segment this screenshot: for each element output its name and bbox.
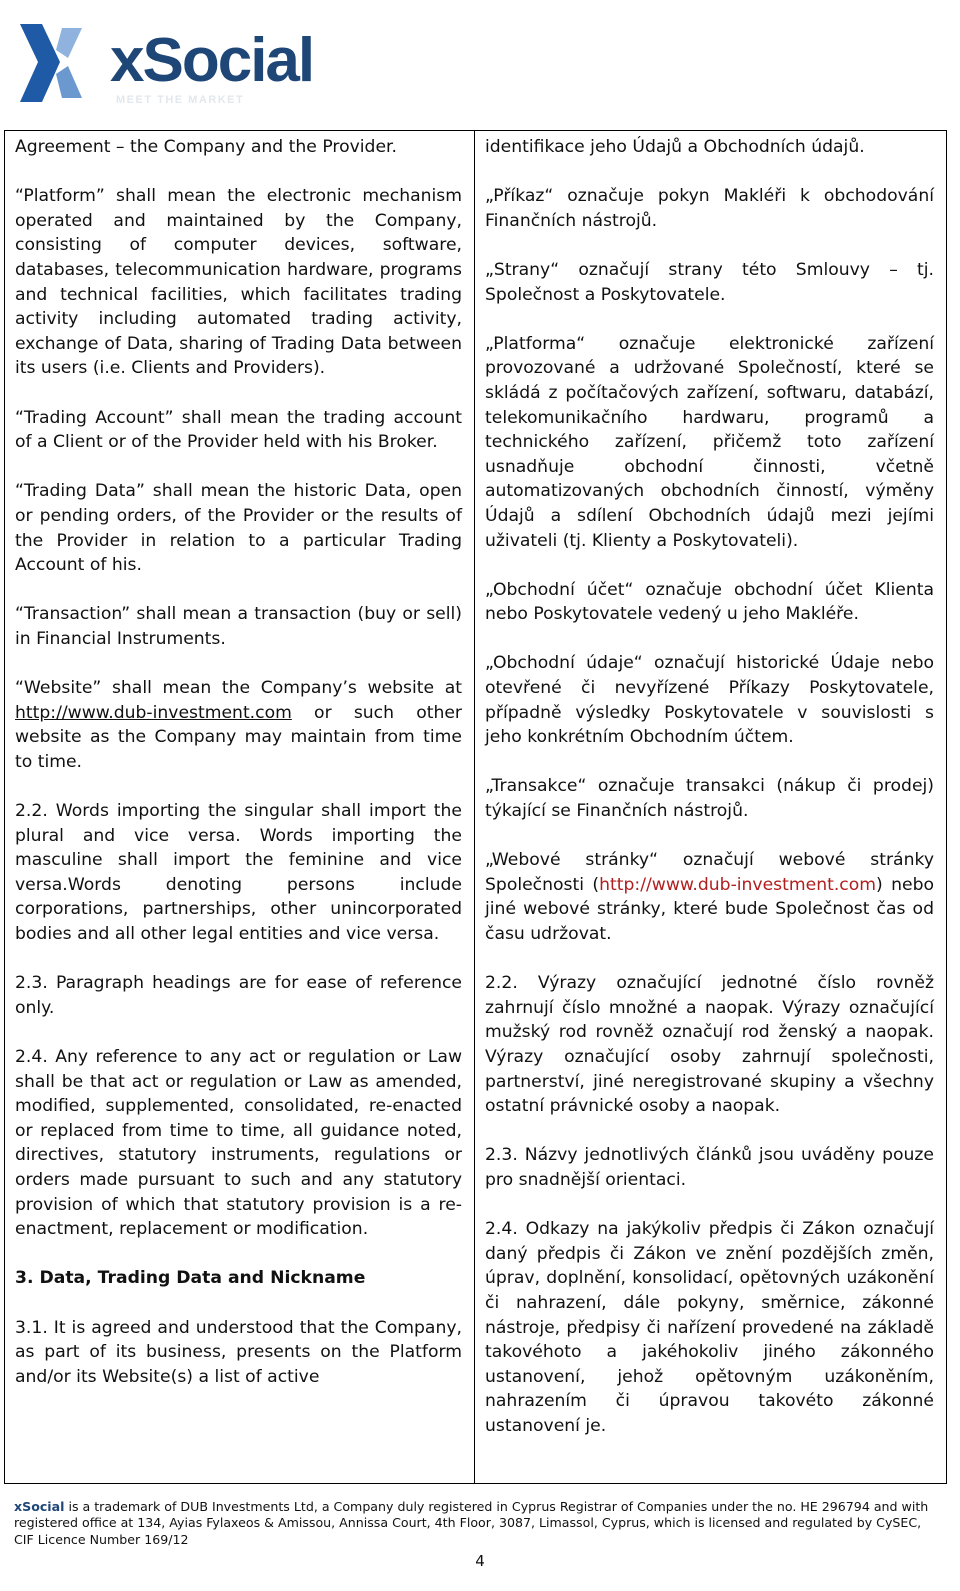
logo-wordmark: xSocial (110, 26, 314, 95)
cs-website-text-post: ) nebo jiné webové stránky, které bude Společnost čas od času udržovat. (485, 874, 935, 944)
en-paragraph-trading-account: “Trading Account” shall mean the trading account of a Client or of the Provider held with his Broker. (15, 407, 462, 453)
en-paragraph-agreement: Agreement – the Company and the Provider. (15, 137, 397, 157)
en-paragraph-website (15, 676, 462, 774)
english-column (5, 131, 475, 1484)
logo-tagline: MEET THE MARKET (116, 94, 245, 106)
en-website-link[interactable]: http://www.dub-investment.com (15, 702, 292, 723)
cs-paragraph-obchodni-ucet: „Obchodní účet“ označuje obchodní účet Klienta nebo Poskytovatele vedený u jeho Makléře. (485, 579, 934, 625)
en-paragraph-trading-data: “Trading Data” shall mean the historic Data, open or pending orders, of the Provider or the results of the Provider in relation to a particular Trading Account of his. (15, 481, 462, 576)
page-footer (14, 1499, 934, 1548)
cs-paragraph-identifikace: identifikace jeho Údajů a Obchodních údajů. (485, 137, 865, 157)
en-website-text-post: or such other website as the Company may maintain from time to time. (15, 702, 462, 772)
footer-brand: xSocial (14, 1499, 65, 1514)
cs-paragraph-strany: „Strany“ označují strany této Smlouvy – tj. Společnost a Poskytovatele. (485, 259, 934, 305)
en-website-text-pre: “Website” shall mean the Company’s website at (15, 678, 462, 699)
cs-paragraph-platforma: „Platforma“ označuje elektronické zařízení provozované a udržované Společností, které se skládá z počítačových zařízení, softwaru, databází, telekomunikačního hardwaru, programů a technického zařízení, přičemž toto zařízení usnadňuje obchodní činnosti, včetně automatizovaných obchodních činností, výměny Údajů a sdílení Obchodních údajů mezi jejími uživateli (tj. Klienty a Poskytovateli). (485, 333, 934, 551)
cs-clause-2-2: 2.2. Výrazy označující jednotné číslo rovněž zahrnují číslo množné a naopak. Výrazy označující mužský rod rovněž označují rod ženský a naopak. Výrazy označující osoby zahrnují společnosti, partnerství, jiné neregistrované skupiny a všechny ostatní právnické osoby a naopak. (485, 973, 934, 1117)
cs-paragraph-prikaz: „Příkaz“ označuje pokyn Makléři k obchodování Finančních nástrojů. (485, 186, 934, 231)
cs-clause-2-4: 2.4. Odkazy na jakýkoliv předpis či Zákon označují daný předpis či Zákon ve znění pozdějších změn, úprav, doplnění, konsolidací, opětovných uzákonění či nahrazení, dále pokyny, směrnice, zákonné nástroje, předpisy či nařízení provedené na základě takovéhoto a jakéhokoliv jiného zákonného ustanovení, jehož opětovným uzákoněním, nahrazením či úpravou takovéto zákonné ustanovení je. (485, 1219, 934, 1436)
cs-website-link[interactable]: http://www.dub-investment.com (599, 874, 876, 895)
x-mark-icon (16, 20, 100, 106)
en-clause-2-3: 2.3. Paragraph headings are for ease of reference only. (15, 973, 462, 1018)
footer-legal-text: is a trademark of DUB Investments Ltd, a Company duly registered in Cyprus Registrar of Companies under the no. HE 296794 and with registered office at 134, Ayias Fylaxeos & Amissou, Annissa Court, 4th Floor, 3087, Limassol, Cyprus, which is licensed and regulated by CySEC, CIF Licence Number 169/12 (14, 1499, 929, 1547)
en-clause-3-1: 3.1. It is agreed and understood that the Company, as part of its business, presents on the Platform and/or its Website(s) a list of active (15, 1317, 462, 1387)
page-number: 4 (475, 1552, 485, 1570)
cs-website-text-pre: „Webové stránky“ označují webové stránky Společnosti ( (485, 850, 934, 895)
czech-column (475, 131, 947, 1484)
en-section-heading-3: 3. Data, Trading Data and Nickname (15, 1268, 366, 1289)
cs-paragraph-obchodni-udaje: „Obchodní údaje“ označují historické Údaje nebo otevřené či nevyřízené Příkazy Poskytovatele, případně výsledky Poskytovatele v souvislosti s jeho konkrétním Obchodním účtem. (485, 653, 934, 748)
en-paragraph-platform: “Platform” shall mean the electronic mechanism operated and maintained by the Company, consisting of computer devices, software, databases, telecommunication hardware, programs and technical facilities, which facilitates trading activity including automated trading activity, exchange of Data, sharing of Trading Data between its users (i.e. Clients and Providers). (15, 186, 462, 379)
en-paragraph-transaction: “Transaction” shall mean a transaction (buy or sell) in Financial Instruments. (15, 604, 462, 649)
bilingual-agreement-table (4, 130, 947, 1484)
en-clause-2-4: 2.4. Any reference to any act or regulation or Law shall be that act or regulation or Law as amended, modified, supplemented, consolidated, re-enacted or replaced from time to time, all guidance noted, directives, statutory instruments, regulations or orders made pursuant to such and any statutory provision of which that statutory provision is a re-enactment, replacement or modification. (15, 1046, 462, 1240)
en-clause-2-2: 2.2. Words importing the singular shall import the plural and vice versa. Words importing the masculine shall import the feminine and vice versa.Words denoting persons include corporations, partnerships, other unincorporated bodies and all other legal entities and vice versa. (15, 801, 462, 944)
cs-paragraph-webove-stranky (485, 848, 934, 946)
cs-clause-2-3: 2.3. Názvy jednotlivých článků jsou uváděny pouze pro snadnější orientaci. (485, 1145, 934, 1190)
cs-paragraph-transakce: „Transakce“ označuje transakci (nákup či prodej) týkající se Finančních nástrojů. (485, 776, 934, 822)
company-logo (16, 18, 346, 110)
